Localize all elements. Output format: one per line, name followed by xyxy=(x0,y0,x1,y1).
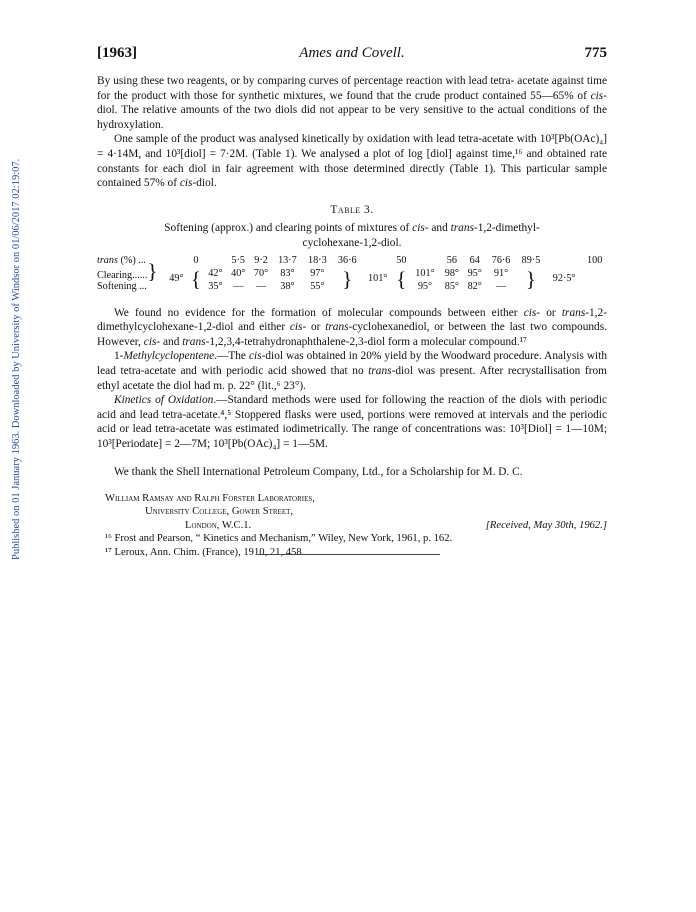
table-cell: 83° xyxy=(280,267,295,279)
table-cell: 13·7 xyxy=(278,254,297,266)
reference-17: ¹⁷ Leroux, Ann. Chim. (France), 1910, 21, 458. xyxy=(105,546,305,558)
table-cell: 42° xyxy=(208,267,223,279)
table-cell: 89·5 xyxy=(521,254,541,266)
table-cell: — xyxy=(495,280,507,292)
table-cell: — xyxy=(233,280,244,292)
table-cell: 82° xyxy=(467,280,482,292)
table-cell: 100 xyxy=(587,254,603,266)
table-cell: 70° xyxy=(253,267,269,279)
table-cell: 40° xyxy=(231,267,246,279)
end-rule xyxy=(258,554,440,555)
table-merged-cell: 92·5° xyxy=(552,273,576,285)
table-cell: 35° xyxy=(208,280,223,292)
table-cell: 76·6 xyxy=(491,254,511,266)
reference-16: ¹⁶ Frost and Pearson, “ Kinetics and Mechanism,” Wiley, New York, 1961, p. 162. xyxy=(105,533,453,545)
table-title: Softening (approx.) and clearing points of mixtures of cis- and trans-1,2-dimethyl- cyclohexane-1,2-diol. xyxy=(164,222,540,249)
running-header xyxy=(97,46,607,66)
table-cell: 91° xyxy=(493,267,509,279)
table-cell: 36·6 xyxy=(337,254,357,266)
table-row-clearing: Clearing......} 49° { 42° 40° 70° 83° 97° } 101° { 101° 98° 95° 91° } 92·5° xyxy=(97,266,607,281)
table-cell: 98° xyxy=(444,267,459,279)
received-date: [Received, May 30th, 1962.] xyxy=(485,519,607,531)
paragraph-5: Kinetics of Oxidation.—Standard methods were used for following the reaction of the diols with periodic acid and lead tetra-acetate.⁴,⁵ Stoppered flasks were used, portions were removed at intervals and the periodic acid or lead tetra-acetate was estimated iodimetrically. The range of concentrations was: 10³[Diol] = 1—10M; 10³[Periodate] = 2—7M; 10³[Pb(OAc)₄] = 1—5M. xyxy=(97,394,608,450)
table-cell: 5·5 xyxy=(231,254,246,266)
table-row-trans xyxy=(97,255,607,266)
sidebar-text: Published on 01 January 1963. Downloaded by University of Windsor on 01/06/2017 02:19:07. xyxy=(11,158,22,560)
table-cell: 18·3 xyxy=(307,254,327,266)
table-cell: 95° xyxy=(467,267,482,279)
table-cell: — xyxy=(255,280,267,292)
acknowledgement: We thank the Shell International Petroleum Company, Ltd., for a Scholarship for M. D. C. xyxy=(114,466,523,479)
paragraph-3: We found no evidence for the formation of molecular compounds between either cis- or trans-1,2-dimethylcyclohexane-1,2-diol and either cis- or trans-cyclohexanediol, or between the last two compounds. However, cis- and trans-1,2,3,4-tetrahydronaphthalene-2,3-diol form a molecular compound.¹⁷ xyxy=(97,306,607,348)
table-cell: 97° xyxy=(310,267,325,279)
table-cell: 64 xyxy=(469,254,480,266)
table-cell: 85° xyxy=(444,280,459,292)
references xyxy=(97,532,607,559)
download-sidebar-note xyxy=(0,0,22,912)
row-label-softening: Softening ... xyxy=(97,280,147,292)
table-caption: Table 3. xyxy=(330,203,374,216)
table-cell: 9·2 xyxy=(254,254,268,266)
table-merged-cell: 49° xyxy=(169,273,184,285)
table-cell: 56 xyxy=(446,254,457,266)
table-merged-cell: 101° xyxy=(368,273,388,285)
table-cell: 101° xyxy=(415,267,435,279)
header-page-number: 775 xyxy=(584,45,607,61)
paragraph-2: One sample of the product was analysed kinetically by oxidation with lead tetra-acetate with 10³[Pb(OAc)₄] = 4·14M, and 10³[diol] = 7·2M. (Table 1). We analysed a plot of log [diol] against time,¹⁶ and obtained rate constants for each diol in fair agreement with those determined directly (Table 1). This particular sample contained 57% of cis-diol. xyxy=(97,133,607,190)
table-cell: 55° xyxy=(310,280,325,292)
row-label-clearing: Clearing......} xyxy=(97,258,158,283)
table-cell: 50 xyxy=(396,254,407,266)
row-label-trans: trans (%) ... xyxy=(97,254,146,266)
paragraph-4: 1-Methylcyclopentene.—The cis-diol was obtained in 20% yield by the Woodward procedure. Analysis with lead tetra-acetate and with periodic acid showed that no trans-diol was present. After recrystallisation from ethyl acetate the diol had m. p. 22° (lit.,⁶ 23°). xyxy=(97,350,607,392)
table-3 xyxy=(97,255,607,292)
table-cell: 0 xyxy=(193,254,199,266)
page-body xyxy=(97,46,607,559)
table-cell: 38° xyxy=(280,280,295,292)
affiliation: William Ramsay and Ralph Forster Laboratories, University College, Gower Street, London, W.C.1. [Received, May 30th, 1962.] xyxy=(105,493,607,531)
paragraph-1: By using these two reagents, or by comparing curves of percentage reaction with lead tetra- acetate against time for the product with those for synthetic mixtures, we found that the crude product contained 55—65% of cis-diol. The relative amounts of the two diols did not appear to be very sensitive to the actual conditions of the hydroxylation. xyxy=(97,75,607,131)
table-cell: 95° xyxy=(417,280,433,292)
header-year: [1963] xyxy=(97,45,137,61)
header-authors: Ames and Covell. xyxy=(299,45,405,61)
